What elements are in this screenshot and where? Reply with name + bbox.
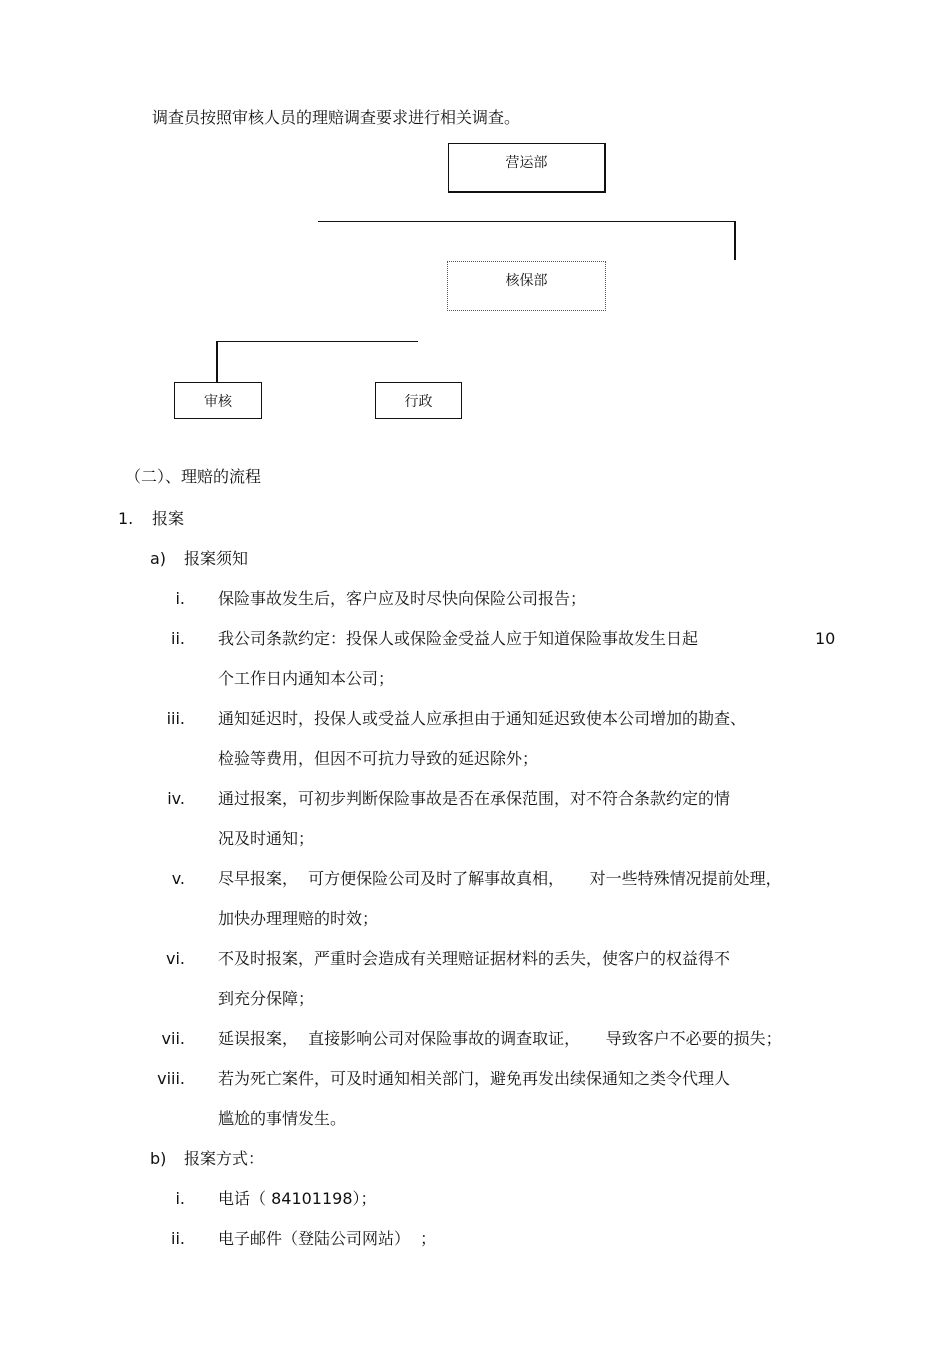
- sub-b-title: 报案方式：: [184, 1149, 265, 1168]
- org-node-right: 行政: [375, 382, 462, 419]
- list-item-marker: i.: [175, 589, 185, 608]
- item-1-marker: 1.: [118, 509, 134, 528]
- list-item-text-cont: 况及时通知；: [218, 829, 315, 848]
- list-item-marker: vi.: [166, 949, 185, 968]
- list-item-text-cont: 到充分保障；: [218, 989, 315, 1008]
- org-connector-vertical-bottom: [216, 341, 218, 382]
- sub-a-title: 报案须知: [184, 549, 249, 568]
- list-item-text: 延误报案， 直接影响公司对保险事故的调查取证， 导致客户不必要的损失；: [218, 1029, 782, 1048]
- list-item-text: 电话（ 84101198）；: [218, 1189, 377, 1208]
- list-item-marker: i.: [175, 1189, 185, 1208]
- list-item-text: 若为死亡案件，可及时通知相关部门，避免再发出续保通知之类令代理人: [218, 1069, 731, 1088]
- list-item-text: 我公司条款约定：投保人或保险金受益人应于知道保险事故发生日起: [218, 629, 699, 648]
- org-node-left: 审核: [174, 382, 262, 419]
- list-item-text: 电子邮件（登陆公司网站） ；: [218, 1229, 437, 1248]
- list-item-text-cont: 尴尬的事情发生。: [218, 1109, 347, 1128]
- list-item-text-cont: 检验等费用，但因不可抗力导致的延迟除外；: [218, 749, 539, 768]
- list-item-marker: ii.: [171, 1229, 185, 1248]
- org-connector-horizontal-bottom: [217, 341, 418, 342]
- sub-a-marker: a): [150, 549, 167, 568]
- list-item-marker: viii.: [157, 1069, 185, 1088]
- org-connector-vertical-top: [734, 221, 736, 260]
- org-node-middle: 核保部: [447, 261, 606, 311]
- list-item-marker: vii.: [161, 1029, 185, 1048]
- list-item-text: 保险事故发生后，客户应及时尽快向保险公司报告；: [218, 589, 587, 608]
- list-item-marker: ii.: [171, 629, 185, 648]
- list-item-marker: iv.: [167, 789, 185, 808]
- section-heading: （二）、理赔的流程: [125, 467, 262, 486]
- list-item-trailing-number: 10: [815, 629, 836, 648]
- org-connector-horizontal-top: [318, 221, 736, 222]
- item-1-title: 报案: [152, 509, 185, 528]
- list-item-text-cont: 加快办理理赔的时效；: [218, 909, 379, 928]
- org-node-top: 营运部: [448, 143, 606, 193]
- list-item-text: 不及时报案，严重时会造成有关理赔证据材料的丢失，使客户的权益得不: [218, 949, 731, 968]
- list-item-text: 通知延迟时，投保人或受益人应承担由于通知延迟致使本公司增加的勘查、: [218, 709, 747, 728]
- intro-text: 调查员按照审核人员的理赔调查要求进行相关调查。: [152, 108, 521, 127]
- list-item-marker: v.: [171, 869, 185, 888]
- list-item-text-cont: 个工作日内通知本公司；: [218, 669, 395, 688]
- list-item-marker: iii.: [166, 709, 185, 728]
- sub-b-marker: b): [150, 1149, 167, 1168]
- list-item-text: 尽早报案， 可方便保险公司及时了解事故真相， 对一些特殊情况提前处理，: [218, 869, 782, 888]
- list-item-text: 通过报案，可初步判断保险事故是否在承保范围，对不符合条款约定的情: [218, 789, 731, 808]
